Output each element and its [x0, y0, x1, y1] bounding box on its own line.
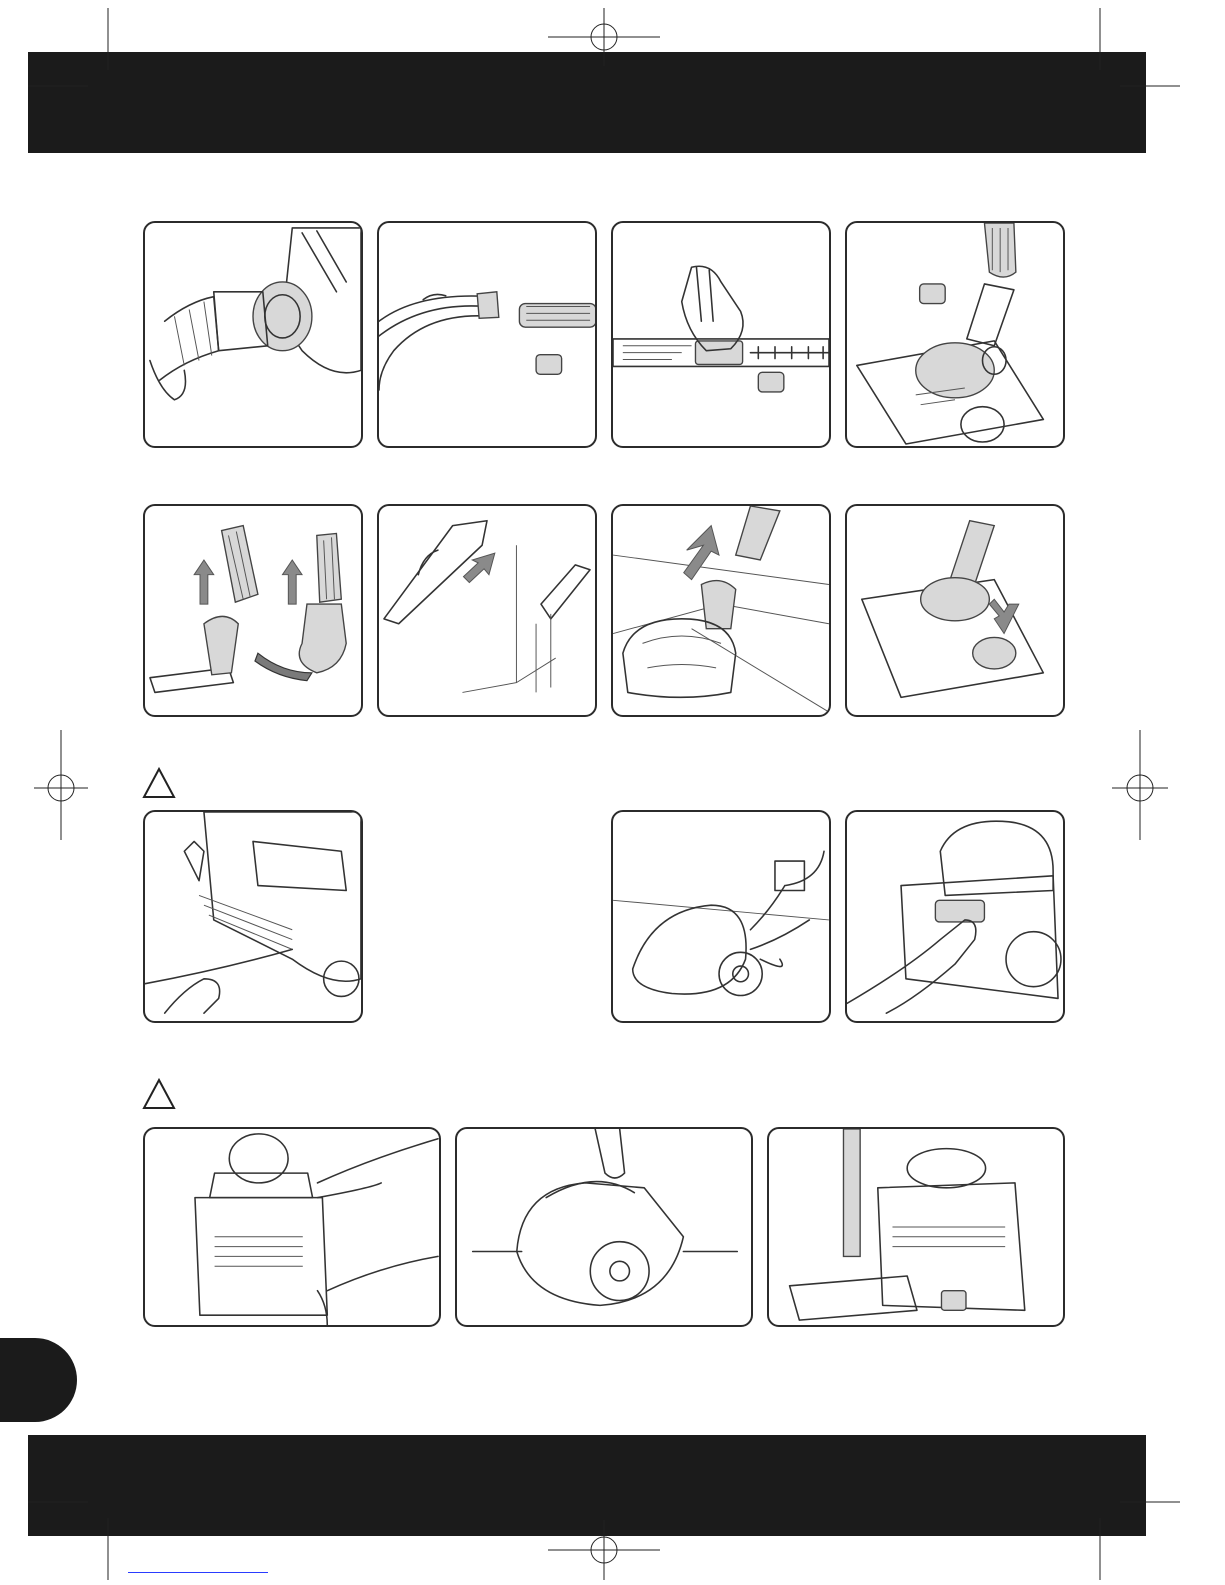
crevice-tool-figure	[377, 504, 597, 717]
warning-triangle-icon	[142, 767, 176, 799]
cord-rewind-figure	[143, 1127, 441, 1327]
warning-triangle-icon	[142, 1078, 176, 1110]
plug-in-figure	[611, 810, 831, 1023]
telescopic-tube-figure	[611, 221, 831, 448]
hose-connect-figure	[143, 221, 363, 448]
footer-link-underline[interactable]	[128, 1572, 268, 1573]
page-tab	[0, 1338, 77, 1422]
footer-band	[28, 1435, 1146, 1536]
power-button-figure	[845, 810, 1065, 1023]
nozzle-pedal-figure	[845, 504, 1065, 717]
floor-nozzle-figure	[845, 221, 1065, 448]
header-band	[28, 52, 1146, 153]
turbo-brush-figure	[611, 504, 831, 717]
hose-wand-figure	[377, 221, 597, 448]
parking-figure	[767, 1127, 1065, 1327]
carry-handle-figure	[455, 1127, 753, 1327]
upholstery-brush-figure	[143, 504, 363, 717]
cord-pull-figure	[143, 810, 363, 1023]
